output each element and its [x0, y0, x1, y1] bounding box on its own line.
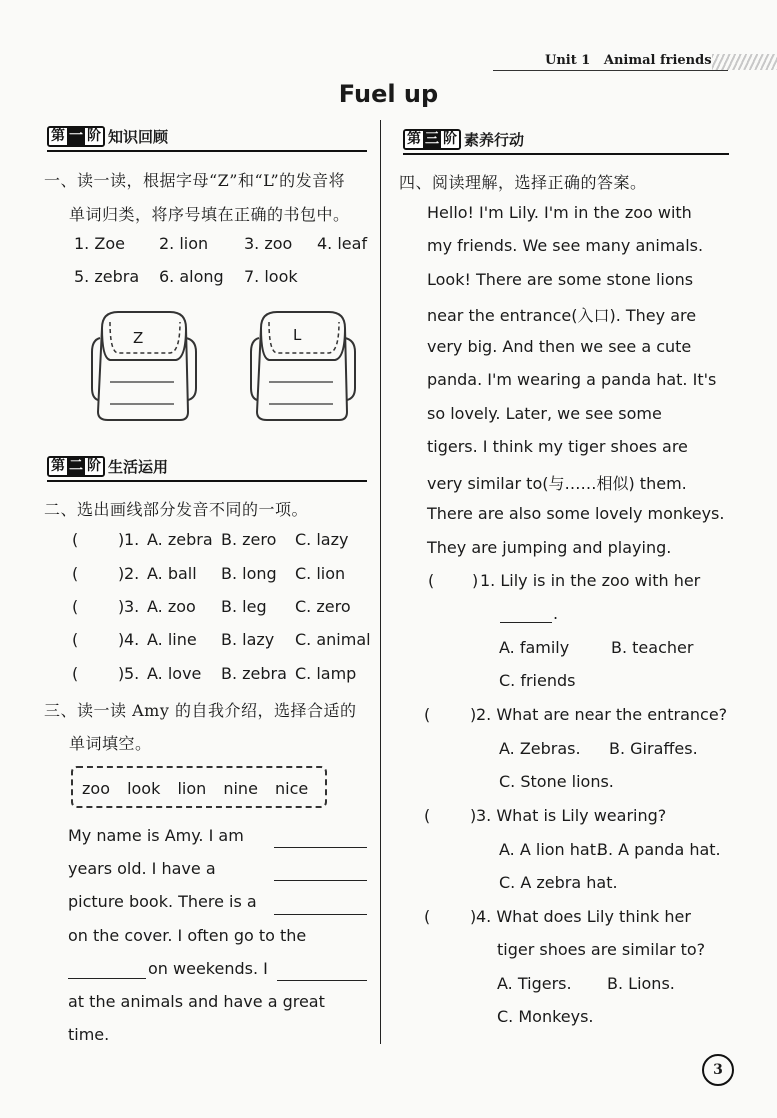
section-header-1: [47, 126, 168, 150]
passage-line: tigers. I think my tiger shoes are: [427, 437, 688, 456]
backpack-z-icon: [88, 308, 198, 423]
answer-paren-close: ): [118, 564, 125, 583]
answer-blank[interactable]: [500, 606, 552, 623]
item-num: 1.: [124, 530, 140, 549]
word-bank: zoo look lion nine nice: [82, 779, 309, 798]
page-title: Fuel up: [338, 80, 439, 108]
unit-header: [545, 53, 712, 68]
blank-2[interactable]: [274, 862, 367, 881]
backpack-l-label: L: [293, 326, 302, 344]
option-b: B. lazy: [221, 630, 275, 649]
badge-post: 阶: [87, 128, 101, 144]
answer-paren-open[interactable]: (: [424, 705, 431, 724]
q3-line: My name is Amy. I am: [68, 826, 244, 845]
option-b: B. Lions.: [607, 974, 675, 993]
option-b: B. leg: [221, 597, 267, 616]
answer-paren-open[interactable]: (: [72, 597, 79, 616]
badge-num: 一: [69, 128, 83, 144]
option-b: B. A panda hat.: [597, 840, 721, 859]
backpack-l-icon: [247, 308, 357, 423]
header-stripes: [712, 54, 777, 70]
passage-line: my friends. We see many animals.: [427, 236, 704, 255]
section-header-3: [403, 129, 524, 153]
badge-pre: 第: [51, 128, 65, 144]
option-a: A. Tigers.: [497, 974, 572, 993]
q1-instruction-line1: 一、读一读，根据字母“Z”和“L”的发音将: [44, 171, 346, 190]
option-c: C. lamp: [295, 664, 357, 683]
badge-pre: 第: [407, 131, 421, 147]
section-header-2: [47, 456, 168, 480]
section-label-1: 知识回顾: [108, 128, 169, 146]
answer-paren-open[interactable]: (: [72, 630, 79, 649]
option-b: B. zebra: [221, 664, 287, 683]
badge-post: 阶: [443, 131, 457, 147]
q3-line: on weekends. I: [148, 959, 268, 978]
blank-4[interactable]: [68, 962, 146, 979]
passage-line: There are also some lovely monkeys.: [427, 504, 725, 523]
option-c: C. zero: [295, 597, 351, 616]
answer-paren-open[interactable]: (: [424, 907, 431, 926]
answer-paren-open[interactable]: (: [424, 806, 431, 825]
answer-paren-close: ): [118, 530, 125, 549]
section-label-3: 素养行动: [464, 131, 525, 149]
answer-paren-close: ): [118, 664, 125, 683]
answer-paren-close: ): [470, 705, 477, 724]
item-num: 2.: [124, 564, 140, 583]
passage-line: panda. I'm wearing a panda hat. It's: [427, 370, 717, 389]
unit-label: Unit 1: [545, 53, 591, 68]
option-a: A. A lion hat.: [499, 840, 602, 859]
badge-num: 二: [69, 458, 83, 474]
q4-instruction: 四、阅读理解，选择正确的答案。: [399, 173, 647, 192]
column-divider: [380, 120, 381, 1044]
option-c: C. friends: [499, 671, 576, 690]
passage-line: They are jumping and playing.: [427, 538, 672, 557]
option-c: C. Stone lions.: [499, 772, 614, 791]
q1-word: 4. leaf: [317, 234, 368, 253]
answer-paren-open[interactable]: (: [428, 571, 435, 590]
item-num: 5.: [124, 664, 140, 683]
option-c: C. A zebra hat.: [499, 873, 618, 892]
section-badge-3: [403, 129, 461, 150]
backpack-z-label: Z: [133, 329, 144, 347]
option-b: B. Giraffes.: [609, 739, 698, 758]
blank-3[interactable]: [274, 896, 367, 915]
q1-word: 7. look: [244, 267, 298, 286]
option-a: A. zebra: [147, 530, 213, 549]
answer-paren-close: ): [118, 630, 125, 649]
q1-word: 1. Zoe: [74, 234, 125, 253]
badge-pre: 第: [51, 458, 65, 474]
q3-line: years old. I have a: [68, 859, 216, 878]
word-bank-box: [71, 766, 327, 808]
q3-line: at the animals and have a great: [68, 992, 325, 1011]
page-number: 3: [702, 1054, 734, 1086]
section-rule-3: [403, 153, 729, 155]
answer-paren-open[interactable]: (: [72, 664, 79, 683]
passage-line: Look! There are some stone lions: [427, 270, 694, 289]
blank-1[interactable]: [274, 829, 367, 848]
answer-paren-close: ): [118, 597, 125, 616]
option-b: B. zero: [221, 530, 277, 549]
option-c: C. lion: [295, 564, 346, 583]
option-b: B. long: [221, 564, 277, 583]
answer-paren-open[interactable]: (: [72, 530, 79, 549]
option-c: C. animal: [295, 630, 371, 649]
q3-line: on the cover. I often go to the: [68, 926, 307, 945]
q2-instruction: 二、选出画线部分发音不同的一项。: [44, 500, 309, 519]
option-b: B. teacher: [611, 638, 694, 657]
option-a: A. family: [499, 638, 570, 657]
passage-line: Hello! I'm Lily. I'm in the zoo with: [427, 203, 692, 222]
section-badge-1: [47, 126, 105, 147]
q1-instruction-line2: 单词归类，将序号填在正确的书包中。: [69, 205, 350, 224]
answer-paren-open[interactable]: (: [72, 564, 79, 583]
question-text: 3. What is Lily wearing?: [476, 806, 667, 825]
passage-line: very big. And then we see a cute: [427, 337, 692, 356]
question-text-cont: .: [553, 604, 559, 623]
unit-title: Animal friends: [603, 53, 712, 68]
question-text: 2. What are near the entrance?: [476, 705, 728, 724]
answer-paren-close: ): [472, 571, 479, 590]
question-text: 4. What does Lily think her: [476, 907, 691, 926]
q3-instruction-line1: 三、读一读 Amy 的自我介绍，选择合适的: [44, 701, 357, 720]
section-badge-2: [47, 456, 105, 477]
item-num: 4.: [124, 630, 140, 649]
section-rule-2: [47, 480, 367, 482]
q3-instruction-line2: 单词填空。: [69, 734, 152, 753]
passage-line: so lovely. Later, we see some: [427, 404, 662, 423]
answer-paren-close: ): [470, 907, 477, 926]
section-rule-1: [47, 150, 367, 152]
option-c: C. Monkeys.: [497, 1007, 594, 1026]
option-a: A. line: [147, 630, 197, 649]
section-label-2: 生活运用: [108, 458, 169, 476]
answer-paren-close: ): [470, 806, 477, 825]
q1-word: 5. zebra: [74, 267, 140, 286]
passage-line: very similar to(与……相似) them.: [427, 474, 687, 493]
item-num: 3.: [124, 597, 140, 616]
option-a: A. love: [147, 664, 202, 683]
question-text: 1. Lily is in the zoo with her: [480, 571, 701, 590]
option-c: C. lazy: [295, 530, 349, 549]
badge-num: 三: [425, 131, 439, 147]
blank-5[interactable]: [277, 962, 367, 981]
option-a: A. zoo: [147, 597, 196, 616]
passage-line: near the entrance(入口). They are: [427, 306, 697, 325]
q1-word: 6. along: [159, 267, 224, 286]
option-a: A. ball: [147, 564, 197, 583]
question-text-cont: tiger shoes are similar to?: [497, 940, 706, 959]
q1-word: 3. zoo: [244, 234, 293, 253]
q1-word: 2. lion: [159, 234, 209, 253]
q3-line: time.: [68, 1025, 110, 1044]
q3-line: picture book. There is a: [68, 892, 257, 911]
option-a: A. Zebras.: [499, 739, 581, 758]
badge-post: 阶: [87, 458, 101, 474]
header-rule: [493, 70, 728, 71]
